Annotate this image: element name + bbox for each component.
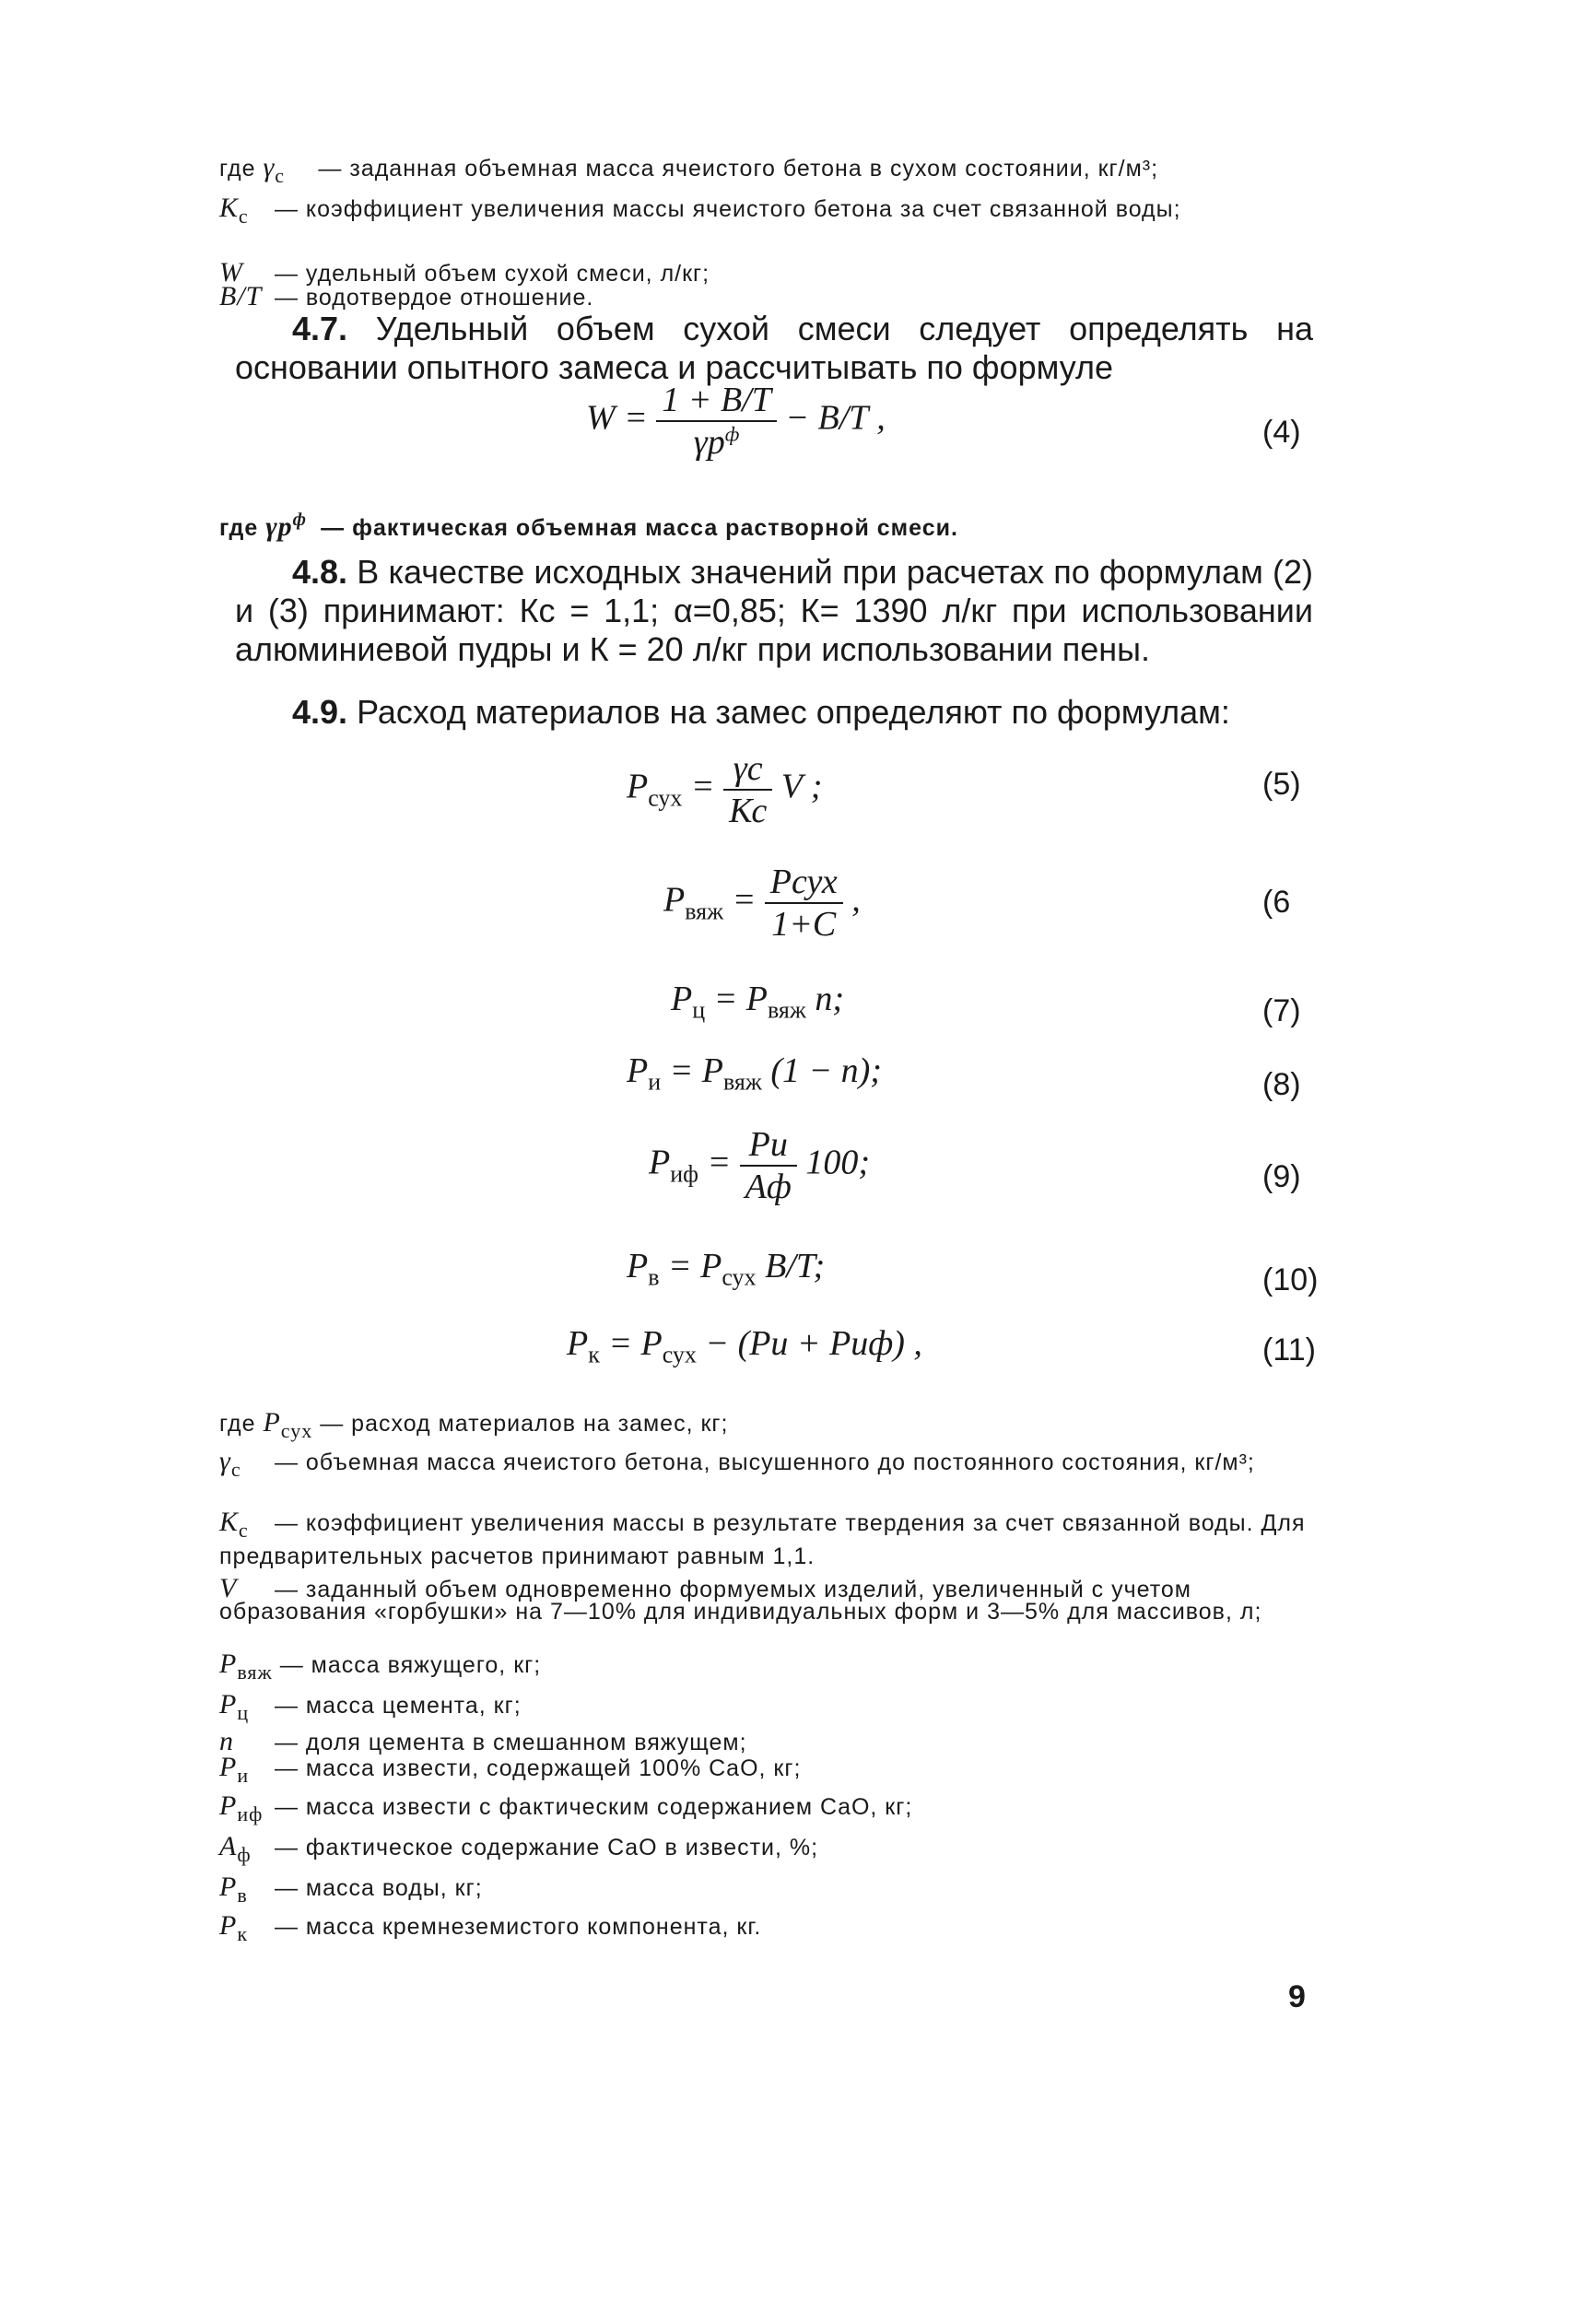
formula-6: $P_{вяж}$ = $\frac{\text{Pсух}}{1+C}$ , — [663, 863, 861, 944]
symbol: $P_к$ — [219, 1910, 249, 1945]
symbol: B/T — [219, 281, 263, 311]
definition-n: n — доля цемента в смешанном вяжущем; — [219, 1726, 747, 1756]
fraction: $\frac{Pи}{Aф}$ — [740, 1124, 797, 1207]
symbol: $P_в$ — [219, 1872, 248, 1907]
definition-gamma-c — [219, 152, 1316, 189]
definition-text: — водотвердое отношение. — [274, 285, 594, 311]
definition-prefix: где — [219, 156, 256, 182]
definition-p-k: $P_к$ — масса кремнеземистого компонента, кг. — [219, 1910, 762, 1945]
symbol: W — [219, 257, 243, 288]
formula-number: (11) — [1262, 1332, 1316, 1367]
definition-a-f: $A_ф$ — фактическое содержание CaO в извести, %; — [219, 1831, 819, 1866]
definition-p-sux: где $P_{сух}$ — расход материалов на замес, кг; — [219, 1407, 729, 1442]
definition-w — [219, 257, 1316, 288]
symbol: n — [219, 1726, 234, 1756]
definition-p-if: $P_{иф}$ — масса извести с фактическим содержанием CaO, кг; — [219, 1790, 913, 1825]
paragraph-number: 4.7. — [292, 310, 348, 347]
symbol: $P_ц$ — [219, 1689, 250, 1724]
symbol: $P_{иф}$ — [219, 1790, 264, 1825]
symbol: $P_{сух}$ — [263, 1407, 313, 1442]
definition-text: — коэффициент увеличения массы ячеистого бетона за счет связанной воды; — [274, 196, 1181, 222]
definition-p-c: $P_ц$ — масса цемента, кг; — [219, 1689, 522, 1724]
definition-k-c-bottom: $К_с$ — коэффициент увеличения массы в результате твердения за счет связанной воды. Для предварительных расчетов принимают равным 1,1. — [219, 1507, 1306, 1569]
symbol: $К_с$ — [219, 193, 249, 228]
symbol: $\gamma_с$ — [263, 152, 286, 187]
formula-number: (7) — [1262, 993, 1301, 1028]
paragraph-text: Удельный объем сухой смеси следует определять на основании опытного замеса и рассчитывать по формуле — [235, 310, 1313, 386]
paragraph-number: 4.9. — [292, 693, 348, 731]
formula-number: (4) — [1262, 415, 1301, 450]
definition-text: — заданная объемная масса ячеистого бетона в сухом состоянии, кг/м³; — [318, 156, 1159, 182]
paragraph-text: Расход материалов на замес определяют по формулам: — [357, 693, 1230, 731]
formula-number: (8) — [1262, 1067, 1301, 1102]
formula-number: (5) — [1262, 767, 1301, 802]
definition-gamma-c-bottom: $\gamma_с$ — объемная масса ячеистого бетона, высушенного до постоянного состояния, кг/м³; — [219, 1446, 1255, 1481]
formula-9: $P_{иф}$ = $\frac{Pи}{Aф}$ 100; — [649, 1125, 870, 1206]
formula-number: (9) — [1262, 1159, 1301, 1194]
formula-8: $P_и = P_{вяж}$ (1 − n); — [627, 1051, 882, 1096]
definition-p-vyazh: $P_{вяж}$ — масса вяжущего, кг; — [219, 1649, 542, 1684]
formula-7: $P_ц = P_{вяж}$ n; — [671, 980, 845, 1024]
definition-p-v: $P_в$ — масса воды, кг; — [219, 1872, 483, 1907]
formula-number: (10) — [1262, 1262, 1319, 1297]
definition-p-i: $P_и$ — масса извести, содержащей 100% CaO, кг; — [219, 1752, 802, 1787]
paragraph-4-8 — [235, 553, 1313, 669]
paragraph-number: 4.8. — [292, 553, 348, 591]
formula-number: (6 — [1262, 885, 1291, 920]
symbol: $A_ф$ — [219, 1831, 252, 1866]
fraction: $\frac{\text{Pсух}}{1+C}$ — [765, 862, 843, 945]
symbol: $К_с$ — [219, 1507, 249, 1542]
definition-text: — удельный объем сухой смеси, л/кг; — [274, 261, 710, 287]
definition-k-c — [219, 195, 1316, 229]
symbol: $P_и$ — [219, 1752, 250, 1787]
symbol: V — [219, 1573, 238, 1603]
symbol: $P_{вяж}$ — [219, 1649, 273, 1684]
definition-gamma-r: где $\gamma р^ф$ — фактическая объемная масса растворной смеси. — [219, 507, 1316, 541]
definition-v: V — заданный объем одновременно формуемых изделий, увеличенный с учетом образования «горбушки» на 7—10% для индивидуальных форм и 3—5% для массивов, л; — [219, 1573, 1262, 1625]
formula-5: $P_{сух}$ = $\frac{\gamma с}{Кс}$ V ; — [627, 749, 823, 830]
symbol: $\gamma р^ф$ — [265, 510, 307, 542]
page-number: 9 — [1288, 1979, 1306, 2014]
formula-10: $P_в = P_{сух}$ B/T; — [627, 1247, 826, 1291]
fraction: $\frac{\gamma с}{Кс}$ — [723, 748, 772, 831]
formula-11: $P_к = P_{сух} - (Pи + Pиф)$ , — [567, 1324, 922, 1368]
formula-4: W = $\frac{1 + B/T}{\gamma р^ф}$ − B/T , — [586, 381, 886, 462]
paragraph-4-9 — [235, 693, 1313, 732]
paragraph-text: В качестве исходных значений при расчетах по формулам (2) и (3) принимают: Кс = 1,1; α=0,85; К= 1390 л/кг при использовании алюминиевой пудры и К = 20 л/кг при использовании пены. — [235, 553, 1314, 668]
definition-bt — [219, 281, 1316, 311]
fraction: $\frac{1 + B/T}{\gamma р^ф}$ — [656, 380, 777, 463]
paragraph-4-7 — [235, 310, 1313, 387]
symbol: $\gamma_с$ — [219, 1446, 241, 1481]
